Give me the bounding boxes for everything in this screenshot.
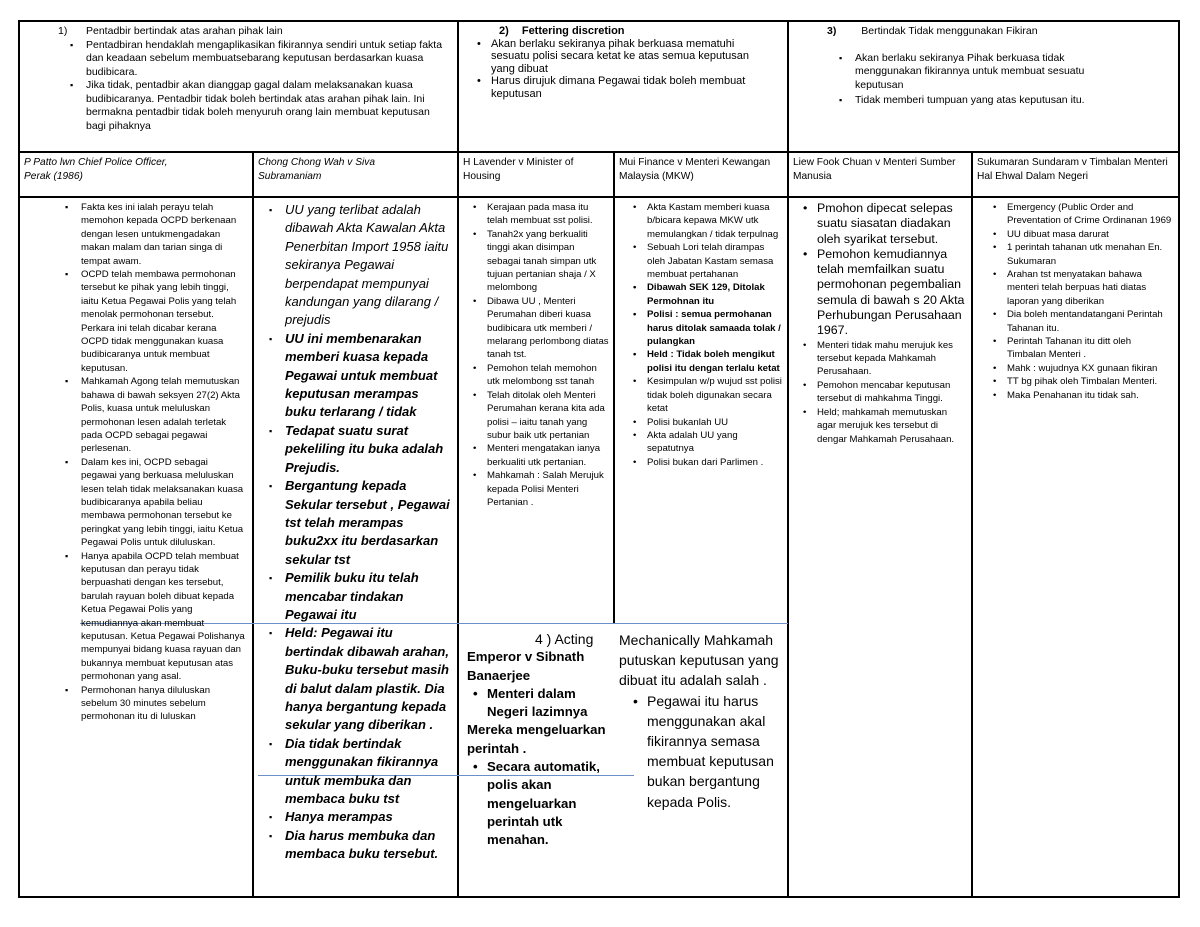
top-cell-1 [20,22,457,151]
body-cell-2 [254,201,457,896]
top-heading-2: Fettering discretion [521,25,625,37]
list-item: ▪ Dia tidak bertindak menggunakan fikirannya untuk membuka dan membaca buku tst [285,735,453,809]
list-item: • Pemohon mencabar keputusan tersebut di mahkahma Tinggi. [817,379,967,406]
list-item: • Perintah Tahanan itu ditt oleh Timbalan Menteri . [1007,335,1172,362]
list-item: ▪ Dalam kes ini, OCPD sebagai pegawai yang berkuasa meluluskan lesen telah tidak melaksanakan kuasa budibicaranya apabila beliau membawa permohonan tersebut ke peringkat yang lebih tinggi, iaitu Ketua Pegawai Polis untuk diluluskan. [81,456,246,550]
list-item: • Mahk : wujudnya KX gunaan fikiran [1007,362,1172,375]
row-divider-cases [18,196,1180,198]
top-list-3 [793,52,1174,108]
list-item: • Sebuah Lori telah dirampas oleh Jabatan Kastam semasa membuat pertahanan [647,241,783,281]
list-item: • Harus dirujuk dimana Pegawai tidak boleh membuat keputusan [491,75,773,100]
top-heading-3-num: 3) [827,25,837,37]
top-cell-3 [789,22,1178,151]
case-header-3: H Lavender v Minister of Housing [463,157,574,182]
top-heading-2-num: 2) [499,25,509,37]
list-item: ▪ Tidak memberi tumpuan yang atas keputusan itu. [855,94,1114,108]
list-item: • UU dibuat masa darurat [1007,228,1172,241]
list-item: ▪ Pemilik buku itu telah mencabar tindakan Pegawai itu [285,569,453,624]
body-cell-3 [459,201,613,621]
list-item: ▪ Dia harus membuka dan membaca buku tersebut. [285,827,453,864]
list-item: ▪ UU yang terlibat adalah dibawah Akta Kawalan Akta Penerbitan Import 1958 iaitu sekiranya Pegawai berpendapat mempunyai kandungan yang dilarang / prejudis [285,201,453,330]
acting-case: Emperor v Sibnath Banaerjee [467,649,585,683]
list-item: • Telah ditolak oleh Menteri Perumahan kerana kita ada polisi – iaitu tanah yang subur baik utk pertanian [487,389,609,443]
list-item: ▪ Akan berlaku sekiranya Pihak berkuasa tidak menggunakan fikirannya untuk membuat sesuatu keputusan [855,52,1114,93]
mechanically-text: Mechanically Mahkamah putuskan keputusan yang dibuat itu adalah salah . [619,632,779,689]
list-item: • Akta adalah UU yang sepatutnya [647,429,783,456]
body-cell-6 [973,201,1178,896]
list-item: • Dibawah SEK 129, Ditolak Permohnan itu [647,281,783,308]
list-item: • Pemohon telah memohon utk melombong sst tanah [487,362,609,389]
list-item: • Held : Tidak boleh mengikut polisi itu dengan terlalu ketat [647,348,783,375]
list-item: • 1 perintah tahanan utk menahan En. Sukumaran [1007,241,1172,268]
body-cell-1 [20,201,252,896]
acting-heading: 4 ) Acting [535,631,594,647]
list-item: • Kesimpulan w/p wujud sst polisi tidak boleh digunakan secara ketat [647,375,783,415]
list-item: ▪ Permohonan hanya diluluskan sebelum 30 minutes sebelum permohonan itu di luluskan [81,684,246,724]
top-heading-1-num: 1) [58,25,68,37]
case-header-2: Chong Chong Wah v Siva Subramaniam [258,157,376,182]
list-item: • Pegawai itu harus menggunakan akal fikirannya semasa membuat keputusan bukan bergantung kepada Polis. [647,691,783,812]
case-header-6: Sukumaran Sundaram v Timbalan Menteri Hal Ehwal Dalam Negeri [977,157,1168,182]
list-item: • TT bg pihak oleh Timbalan Menteri. [1007,375,1172,388]
list-item: • Maka Penahanan itu tidak sah. [1007,389,1172,402]
list-item: • Held; mahkamah memutuskan agar merujuk kes tersebut di dengar Mahkamah Perusahaan. [817,406,967,446]
list-item: • Menteri mengatakan ianya berkualiti utk pertanian. [487,442,609,469]
list-item: • Dia boleh mentandatangani Perintah Tahanan itu. [1007,308,1172,335]
case-header-4: Mui Finance v Menteri Kewangan Malaysia (MKW) [619,157,771,182]
body-cell-4 [615,201,787,621]
list-item: • Akan berlaku sekiranya pihak berkuasa mematuhi sesuatu polisi secara ketat ke atas semua keputusan yang dibuat [491,38,773,76]
list-item: • Pmohon dipecat selepas suatu siasatan diadakan oleh syarikat tersebut. [817,201,967,247]
list-item: • Menteri tidak mahu merujuk kes tersebut kepada Mahkamah Perusahaan. [817,339,967,379]
top-cell-2 [459,22,787,151]
list-item: ▪ Held: Pegawai itu bertindak dibawah arahan, Buku-buku tersebut masih di balut dalam plastik. Dia hanya bergantung kepada sekular yang diberikan . [285,624,453,734]
list-item: ▪ Pentadbiran hendaklah mengaplikasikan fikirannya sendiri untuk setiap fakta dan keadaan sebelum membuatsebarang keputusan berdasarkan kuasa budibicara. [86,39,449,80]
top-list-2 [463,38,783,101]
list-item: ▪ Mahkamah Agong telah memutuskan bahawa di bawah seksyen 27(2) Akta Polis, kuasa untuk meluluskan permohonan lesen adalah terletak pada OCPD sebagai pegawai perlesenan. [81,375,246,455]
mechanically-section [619,630,787,880]
body-cell-5 [789,201,971,896]
list-item: ▪ UU ini membenarakan memberi kuasa kepada Pegawai untuk membuat keputusan merampas buku terlarang / tidak [285,330,453,422]
top-heading-1: Pentadbir bertindak atas arahan pihak lain [86,25,283,37]
top-heading-3: Bertindak Tidak menggunakan Fikiran [861,25,1038,37]
list-item: ▪ Hanya merampas [285,808,453,826]
list-item: • Arahan tst menyatakan bahawa menteri telah berpuas hati diatas laporan yang diberikan [1007,268,1172,308]
list-item: ▪ Jika tidak, pentadbir akan dianggap gagal dalam melaksanakan kuasa budibicaranya. Pentadbir tidak boleh bertindak atas arahan pihak lain. Ini bermakna pentadbir tidak boleh menyuruh orang lain membuat keputusan bagi pihaknya [86,79,449,133]
list-item: ▪ Hanya apabila OCPD telah membuat keputusan dan perayu tidak berpuashati dengan kes tersebut, barulah rayuan boleh dibuat kepada Ketua Pegawai Polis yang kemudiannya akan membuat keputusan. Ketua Pegawai Polishanya mempunyai bidang kuasa rayuan dan bukannya membuat keputusan atas permohonan yang asal. [81,550,246,684]
case-header-5: Liew Fook Chuan v Menteri Sumber Manusia [793,157,956,182]
list-item: ▪ Bergantung kepada Sekular tersebut , Pegawai tst telah merampas buku2xx itu berdasarkan sekular tst [285,477,453,569]
acting-section [463,630,615,880]
list-item: • Secara automatik, polis akan mengeluarkan perintah utk menahan. [487,758,615,849]
list-item: • Pemohon kemudiannya telah memfailkan suatu permohonan pegembalian semula di bawah s 20 Akta Perhubungan Perusahaan 1967. [817,247,967,339]
acting-middle-text: Mereka mengeluarkan perintah . [467,722,606,756]
list-item: • Polisi : semua permohanan harus ditolak samaada tolak / pulangkan [647,308,783,348]
list-item: ▪ Tedapat suatu surat pekeliling itu buka adalah Prejudis. [285,422,453,477]
list-item: ▪ OCPD telah membawa permohonan tersebut ke pihak yang lebih tinggi, iaitu Ketua Pegawai Polis yang telah menolak permohonan tersebut. Perkara ini telah dicabar kerana OCPD tidak menggunakan kuasa budibicaranya untuk membuat keputusan. [81,268,246,375]
list-item: • Dibawa UU , Menteri Perumahan diberi kuasa budibicara utk memberi / melarang perlombong diatas tanah tst. [487,295,609,362]
case-header-1: P Patto lwn Chief Police Officer, Perak (1986) [24,157,168,182]
list-item: • Akta Kastam memberi kuasa b/bicara kepawa MKW utk memulangkan / tidak terpulnag [647,201,783,241]
list-item: ▪ Fakta kes ini ialah perayu telah memohon kepada OCPD berkenaan dengan lesen untukmengadakan makan malam dan tarian singa di tempat awam. [81,201,246,268]
list-item: • Tanah2x yang berkualiti tinggi akan disimpan sebagai tanah simpan utk tujuan pertanian shaja / X melombong [487,228,609,295]
list-item: • Menteri dalam Negeri lazimnya [487,685,615,722]
top-list-1 [24,39,453,134]
list-item: • Polisi bukanlah UU [647,416,783,429]
list-item: • Mahkamah : Salah Merujuk kepada Polisi Menteri Pertanian . [487,469,609,509]
list-item: • Emergency (Public Order and Preventation of Crime Ordinanan 1969 [1007,201,1172,228]
list-item: • Polisi bukan dari Parlimen . [647,456,783,469]
list-item: • Kerajaan pada masa itu telah membuat sst polisi. [487,201,609,228]
